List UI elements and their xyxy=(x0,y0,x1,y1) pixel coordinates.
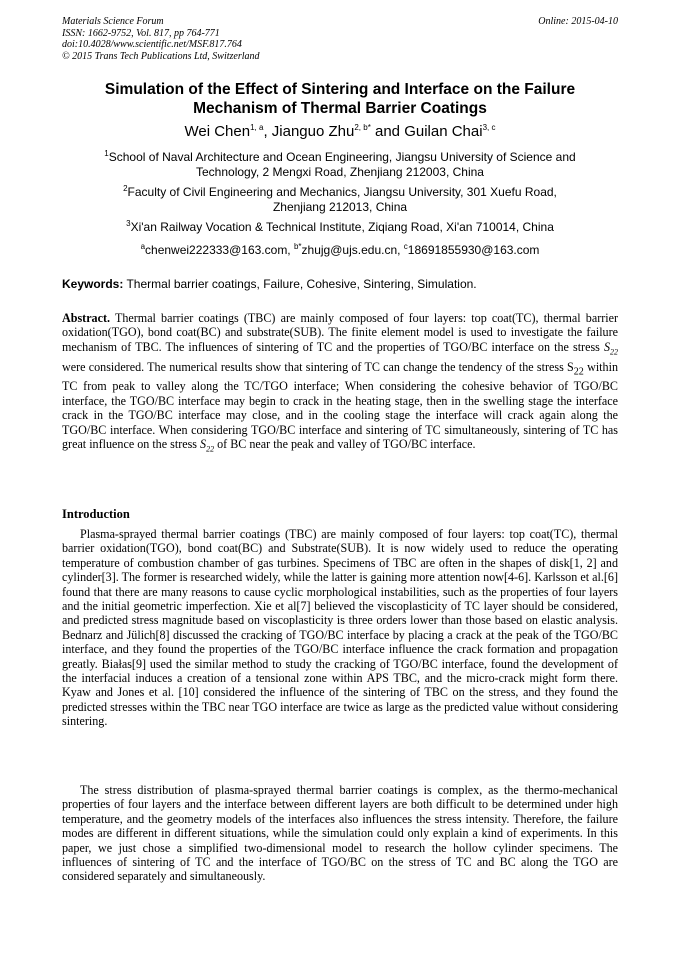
abstract-text: within TC from peak to valley along the TC/TGO interface; When considering the cohesive behavior of TGO/BC interface, the TGO/BC interface may begin to crack in the heating stage, then in the swelling stage the interface crack in the TGO/BC interface may close, and in the cooling stage the interface will crack again along the TGO/BC interface. When considering TGO/BC interface and sintering of TC simultaneously, sintering of TC has great influence on the stress xyxy=(62,359,618,452)
journal-doi: doi:10.4028/www.scientific.net/MSF.817.764 xyxy=(62,39,242,50)
online-date: Online: 2015-04-10 xyxy=(538,16,618,27)
author-emails xyxy=(62,243,618,258)
affiliation-text: School of Naval Architecture and Ocean Engineering, Jiangsu University of Science and xyxy=(108,150,576,164)
email-superscript: c xyxy=(403,242,408,251)
affiliation-superscript: 1 xyxy=(104,149,109,158)
keywords-text: Thermal barrier coatings, Failure, Cohesive, Sintering, Simulation. xyxy=(123,277,477,291)
affiliation-3 xyxy=(62,220,618,235)
email-address[interactable]: zhujg@ujs.edu.cn, xyxy=(301,243,404,257)
stress-symbol: S xyxy=(603,339,610,354)
author-name: Guilan Chai xyxy=(404,123,483,140)
abstract-text: Thermal barrier coatings (TBC) are mainly composed of four layers: top coat(TC), thermal barrier oxidation(TGO), bond coat(BC) and substrate(SUB). The finite element model is used to investigate the failure mechanism of TBC. The influences of sintering of TC and the properties of TGO/BC interface on the stress xyxy=(62,311,618,354)
body-paragraph: The stress distribution of plasma-sprayed thermal barrier coatings is complex, as the thermo-mechanical properties of four layers and the interface between different layers are both difficult to be determined under high temperature, and the geometry models of the interfaces also influences the stress intensity. Therefore, the failure modes are different in different situations, while the simulation could only explain a kind of experiments. In this paper, we just chose a simplified two-dimensional model to research the hollow cylinder specimens. The influences of sintering of TC and the interface of TGO/BC on the stress of TC and BC along the TGO are considered separately and simultaneously. xyxy=(62,783,618,884)
author-superscript: 3, c xyxy=(482,123,496,132)
author-superscript: 2, b* xyxy=(354,123,371,132)
journal-issn: ISSN: 1662-9752, Vol. 817, pp 764-771 xyxy=(62,27,220,39)
affiliation-1 xyxy=(62,150,618,180)
email-superscript: b* xyxy=(293,242,302,251)
journal-header xyxy=(62,16,618,62)
affiliation-text: Technology, 2 Mengxi Road, Zhenjiang 212003, China xyxy=(196,165,484,179)
email-superscript: a xyxy=(140,242,146,251)
abstract xyxy=(62,311,618,457)
author-list xyxy=(62,122,618,142)
title-line-1: Simulation of the Effect of Sintering and Interface on the Failure xyxy=(104,81,576,98)
stress-subscript: 22 xyxy=(573,366,584,378)
stress-symbol: S xyxy=(200,437,207,452)
title-line-2: Mechanism of Thermal Barrier Coatings xyxy=(193,100,487,117)
affiliation-text: Xi'an Railway Vocation & Technical Institute, Ziqiang Road, Xi'an 710014, China xyxy=(130,220,554,234)
affiliation-text: Faculty of Civil Engineering and Mechanics, Jiangsu University, 301 Xuefu Road, xyxy=(127,185,557,199)
abstract-text: of BC near the peak and valley of TGO/BC interface. xyxy=(214,437,476,452)
section-heading-introduction: Introduction xyxy=(62,507,130,521)
affiliation-superscript: 2 xyxy=(123,184,128,193)
affiliation-superscript: 3 xyxy=(126,219,131,228)
email-address[interactable]: 18691855930@163.com xyxy=(407,243,540,257)
stress-subscript: 22 xyxy=(206,444,215,454)
keywords xyxy=(62,277,618,292)
abstract-label: Abstract. xyxy=(62,311,111,325)
stress-subscript: 22 xyxy=(610,347,618,357)
keywords-label: Keywords: xyxy=(62,277,124,291)
author-separator: , xyxy=(263,123,272,140)
body-paragraph: Plasma-sprayed thermal barrier coatings (TBC) are mainly composed of four layers: top coat(TC), thermal barrier oxidation(TGO), bond coat(BC) and Substrate(SUB). It is now widely used to reduce the operating temperature of combustion chamber of gas turbines. Specimens of TBC are often in the shapes of disk[1, 2] and cylinder[3]. The former is researched widely, while the latter is gaining more attention now[4-6]. Karlsson et al.[6] found that there are many reasons to cause cyclic morphological instabilities, such as the properties of four layers and the initial geometric imperfection. Xie et al[7] believed the viscoplasticity of TC layer should be considered, and predicted stress magnitude based on viscoplasticity is three orders lower than those based on elastic analysis. Bednarz and Jülich[8] discussed the cracking of TGO/BC interface by placing a crack at the peak of the TGO/BC interface, and they found the properties of the TGO/BC interface influence the crack formation and propagation greatly. Białas[9] used the similar method to study the cracking of TGO/BC interface, found the development of the interfacial induces a creation of a tensional zone within APS TBC, and the micro-crack might form there. Kyaw and Jones et al. [10] considered the influence of the sintering of TBC on the stress, and they found the predicted stresses within the TBC near TGO interface are twice as large as the predicted value without considering sintering. xyxy=(62,527,618,729)
journal-copyright: © 2015 Trans Tech Publications Ltd, Switzerland xyxy=(62,50,260,62)
affiliation-2 xyxy=(62,185,618,215)
author-superscript: 1, a xyxy=(250,123,264,132)
author-name: Wei Chen xyxy=(184,123,251,140)
email-address[interactable]: chenwei222333@163.com, xyxy=(145,243,294,257)
journal-name: Materials Science Forum xyxy=(62,16,164,27)
affiliation-text: Zhenjiang 212013, China xyxy=(272,200,408,214)
author-separator: and xyxy=(370,123,405,140)
author-name: Jianguo Zhu xyxy=(271,123,355,140)
abstract-text: were considered. The numerical results show that sintering of TC can change the tendency of the stress S xyxy=(62,359,574,374)
paper-title xyxy=(62,80,618,118)
